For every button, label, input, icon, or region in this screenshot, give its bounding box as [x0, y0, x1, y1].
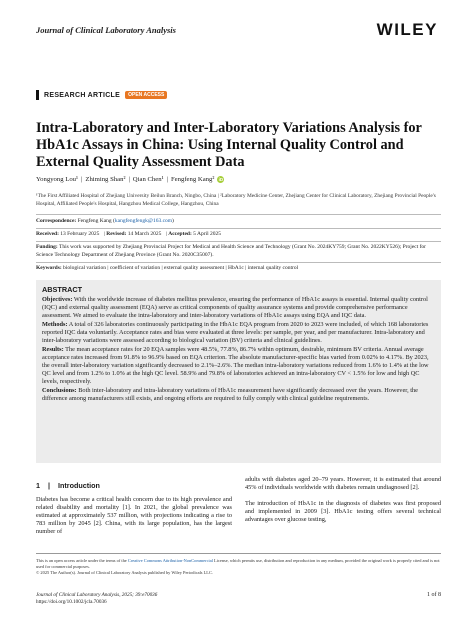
open-access-badge: OPEN ACCESS [125, 91, 167, 99]
license-text: License, which permits use, distribution and reproduction in any medium, provided the original work is properly cited and is not used for commercial purposes. [36, 558, 440, 569]
article-type-label: RESEARCH ARTICLE [44, 91, 121, 99]
footer-citation: Journal of Clinical Laboratory Analysis, 2025; 39:e70036 [36, 592, 158, 598]
funding [36, 244, 441, 259]
section-number: 1 [36, 481, 40, 490]
keywords-text: biological variation | coefficient of variation | external quality assessment | HbA1c | internal quality control [63, 265, 299, 271]
author-name[interactable]: Zhiming Shan² [85, 176, 126, 183]
affiliation: ²Laboratory Medicine Center, Zhejiang Center for Clinical Laboratory, Zhejiang Provincial People's Hospital, Affiliated People's Hospital, Hangzhou Medical College, Hangzhou, China [36, 193, 436, 207]
correspondence [36, 218, 441, 226]
article-type [36, 90, 167, 100]
abstract-results [42, 346, 435, 386]
footer-doi[interactable]: https://doi.org/10.1002/jcla.70036 [36, 598, 107, 605]
publisher-logo: WILEY [376, 20, 438, 39]
license-link[interactable]: Creative Commons Attribution-NonCommercial [127, 558, 213, 563]
results-label: Results: [42, 346, 64, 353]
methods-label: Methods: [42, 321, 68, 328]
page-footer [36, 592, 441, 606]
abstract-methods [42, 321, 435, 345]
article-dates: Received: 13 February 2025 | Revised: 14 March 2025 | Accepted: 5 April 2025 [36, 231, 221, 237]
article-type-bar [36, 90, 39, 100]
body-paragraph: The introduction of HbA1c in the diagnosis of diabetes was first proposed and implemented in 2009 [3]. HbA1c testing offers several technical advantages over glucose testing, [245, 500, 441, 524]
author-separator: | [166, 176, 168, 183]
section-heading [36, 482, 232, 490]
received-date: 13 February 2025 [60, 231, 100, 237]
body-column-right [245, 476, 441, 524]
page-number: 1 of 8 [427, 592, 441, 598]
section-title: Introduction [58, 481, 100, 490]
conclusions-label: Conclusions: [42, 387, 77, 394]
revised-date: 14 March 2025 [127, 231, 162, 237]
objectives-label: Objectives: [42, 296, 73, 303]
divider [36, 241, 441, 242]
abstract-objectives [42, 296, 435, 320]
author-separator: | [128, 176, 130, 183]
journal-name: Journal of Clinical Laboratory Analysis [36, 25, 176, 35]
results-text: The mean acceptance rates for 20 EQA samples were 48.5%, 77.8%, 86.7% within optimum, desirable, minimum BV criteria. Annual average acceptance rates increased from 91.8% to 96.9% based on EQA criterion. The absolute manufacturer-specific bias varied from 0.02% to 4.17%. By 2023, the overall inter-laboratory variation significantly decreased to 2.1%–2.6%. The median intra-laboratory variations reduced from 1.6% to 1.4% at the low QC level and from 1.2% to 1.0% at the high QC level. 58.9% and 79.8% of laboratories achieved an intra-laboratory CV < 1.5% for low and high QC levels, respectively. [42, 346, 429, 385]
received-label: Received: [36, 231, 59, 237]
license-footnote [36, 558, 441, 576]
orcid-icon[interactable]: iD [218, 177, 224, 182]
correspondence-name: Fengfeng Kang ( [77, 218, 115, 224]
author-separator: | [81, 176, 83, 183]
body-paragraph: adults with diabetes aged 20–79 years. However, it is estimated that around 45% of individuals worldwide with diabetes remain undiagnosed [2]. [245, 476, 441, 492]
methods-text: A total of 326 laboratories continuously participating in the HbA1c EQA program from 2020 to 2023 were included, of which 168 laboratories reported IQC data voluntarily. Acceptance rates and bias were evaluated at three levels: per sample, per year, and per manufacturer. Intra-laboratory and inter-laboratory variations were assessed according to biological variation (BV) criteria and clinical guidelines. [42, 321, 429, 344]
license-text: This is an open access article under the terms of the [36, 558, 128, 563]
correspondence-close: ) [172, 218, 174, 224]
abstract-box [36, 280, 441, 463]
accepted-date: 5 April 2025 [193, 231, 221, 237]
accepted-label: Accepted: [168, 231, 192, 237]
article-title: Intra-Laboratory and Inter-Laboratory Variations Analysis for HbA1c Assays in China: Using Internal Quality Control and External Quality Assessment Data [36, 120, 422, 170]
footnote-divider [36, 553, 441, 554]
author-name[interactable]: Yongyong Lou¹ [36, 176, 79, 183]
author-name[interactable]: Fengfeng Kang² [170, 176, 215, 183]
section-separator: | [48, 481, 51, 490]
author-name[interactable]: Qian Chen¹ [132, 176, 164, 183]
conclusions-text: Both inter-laboratory and intra-laboratory variations of HbA1c measurement have significantly decreased over the years. However, the difference among manufacturers still exists, and ongoing efforts are required to fully comply with clinical guideline requirements. [42, 387, 418, 402]
affiliation: ¹The First Affiliated Hospital of Zhejiang University Beilun Branch, Ningbo, China [36, 193, 217, 199]
body-paragraph: Diabetes has become a critical health concern due to its high prevalence and related disability and mortality [1]. In 2021, the global prevalence was estimated at approximately 537 million, with projections indicating a rise to 783 million by 2045 [2]. China, with its large population, has the largest number of [36, 496, 232, 536]
author-list [36, 176, 224, 183]
objectives-text: With the worldwide increase of diabetes mellitus prevalence, ensuring the performance of HbA1c assays is essential. Internal quality control (IQC) and external quality assessment (EQA) serve as critical components of quality assurance systems and provide comprehensive performance assessment. We aimed to evaluate the intra-laboratory and inter-laboratory variations of HbA1c assays using EQA and IQC data. [42, 296, 428, 319]
funding-label: Funding: [36, 244, 58, 250]
divider [36, 262, 441, 263]
keywords-label: Keywords: [36, 265, 62, 271]
correspondence-email[interactable]: kangfengfengk@163.com [114, 218, 173, 224]
keywords [36, 265, 441, 273]
body-column-left [36, 476, 232, 537]
revised-label: Revised: [106, 231, 127, 237]
abstract-conclusions [42, 387, 435, 403]
divider [36, 214, 441, 215]
copyright-text: © 2025 The Author(s). Journal of Clinical Laboratory Analysis published by Wiley Periodicals LLC. [36, 570, 214, 575]
correspondence-label: Correspondence: [36, 218, 77, 224]
divider [36, 228, 441, 229]
abstract-heading: ABSTRACT [42, 285, 83, 294]
funding-text: This work was supported by Zhejiang Provincial Project for Medical and Health Science and Technology (Grant No. 2024KY759; Grant No. 2022KY526); Project for Science Technology Department of Zhejiang Province (Grant No. 2020C35007). [36, 244, 427, 258]
affiliations: ¹The First Affiliated Hospital of Zhejiang University Beilun Branch, Ningbo, China | ²Laboratory Medicine Center, Zhejiang Center for Clinical Laboratory, Zhejiang Provincial People's Hospital, Affiliated People's Hospital, Hangzhou Medical College, Hangzhou, China [36, 193, 436, 207]
